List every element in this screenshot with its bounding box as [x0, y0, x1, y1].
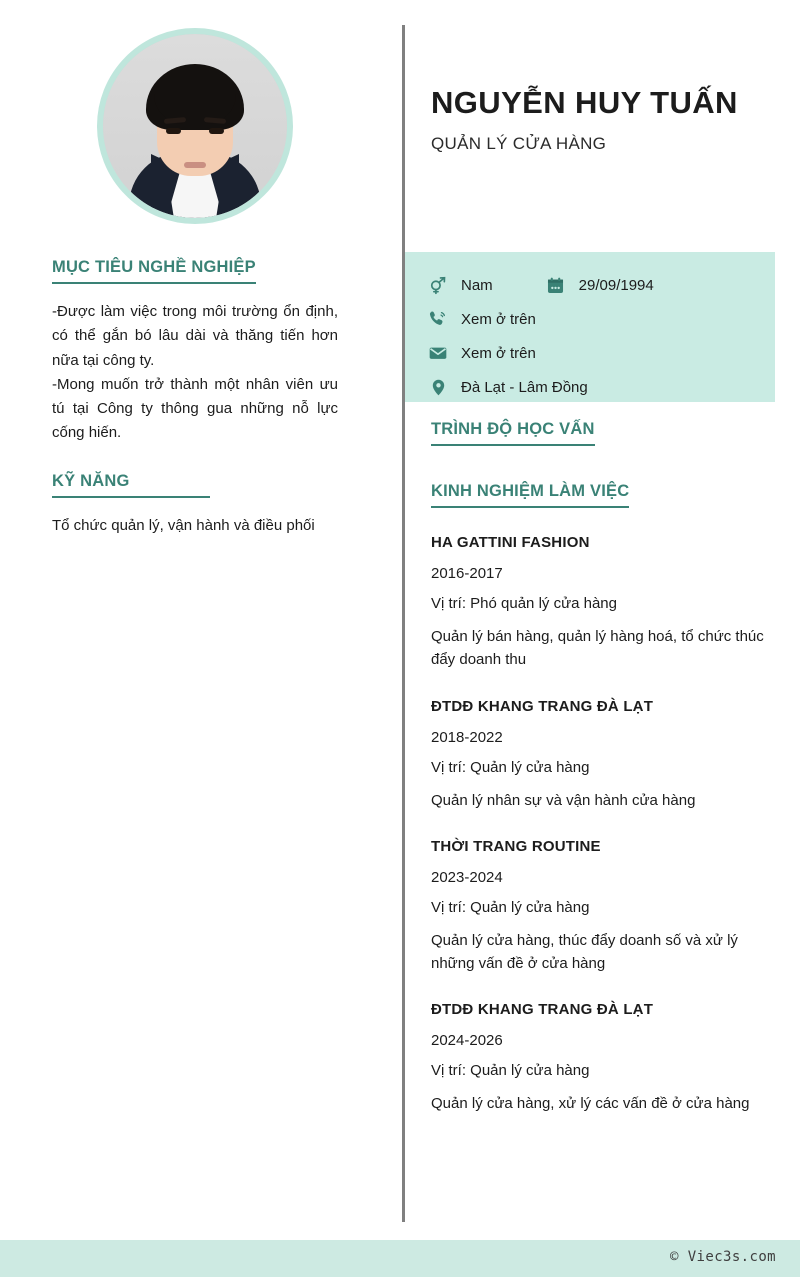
job-position: Vị trí: Quản lý cửa hàng	[431, 1062, 590, 1080]
contact-info-block	[405, 252, 775, 402]
job-company: ĐTDĐ KHANG TRANG ĐÀ LẠT	[431, 697, 654, 715]
right-column	[405, 0, 800, 1113]
photo-hair-shape	[146, 64, 244, 130]
contact-location-value: Đà Lạt - Lâm Đồng	[461, 378, 588, 396]
education-heading: TRÌNH ĐỘ HỌC VẤN	[431, 420, 595, 446]
job-company: HA GATTINI FASHION	[431, 534, 590, 551]
job-description: Quản lý cửa hàng, xử lý các vấn đề ở cửa hàng	[431, 1095, 750, 1113]
experience-item	[431, 1001, 771, 1115]
objective-heading: MỤC TIÊU NGHỀ NGHIỆP	[52, 258, 256, 284]
job-position: Vị trí: Quản lý cửa hàng	[431, 758, 590, 776]
profile-photo-image	[103, 34, 287, 218]
education-section	[431, 420, 771, 446]
job-description: Quản lý nhân sự và vận hành cửa hàng	[431, 791, 696, 809]
name-block	[405, 0, 800, 154]
contact-email-value: Xem ở trên	[461, 344, 536, 362]
contact-email	[427, 342, 536, 364]
experience-heading: KINH NGHIỆM LÀM VIỆC	[431, 482, 629, 508]
column-divider	[402, 25, 405, 1222]
calendar-icon	[545, 274, 567, 296]
contact-row-location	[427, 370, 775, 404]
objective-line-2: -Mong muốn trở thành một nhân viên ưu tú tại Công ty thông gua những nỗ lực cống hiến.	[52, 375, 338, 442]
experience-item	[431, 534, 771, 672]
contact-phone	[427, 308, 536, 330]
left-column	[0, 0, 390, 538]
photo-eye-left	[166, 128, 181, 134]
photo-eye-right	[209, 128, 224, 134]
skills-heading: KỸ NĂNG	[52, 472, 210, 498]
spacer	[431, 446, 771, 482]
job-years: 2024-2026	[431, 1032, 503, 1050]
contact-row-phone	[427, 302, 775, 336]
job-description: Quản lý cửa hàng, thúc đẩy doanh số và xử lý những vấn đề ở cửa hàng	[431, 931, 738, 972]
objective-text	[52, 300, 338, 446]
contact-row-gender-dob	[427, 268, 775, 302]
contact-location	[427, 376, 588, 398]
job-company: THỜI TRANG ROUTINE	[431, 837, 601, 855]
experience-item	[431, 698, 771, 812]
left-column-body	[0, 258, 390, 538]
job-title-subtitle: QUẢN LÝ CỬA HÀNG	[431, 134, 607, 154]
contact-row-email	[427, 336, 775, 370]
footer-copyright: © Viec3s.com	[670, 1249, 776, 1265]
contact-gender	[427, 274, 493, 296]
spacer	[52, 446, 338, 472]
skills-section	[52, 472, 338, 538]
job-description: Quản lý bán hàng, quản lý hàng hoá, tổ chức thúc đẩy doanh thu	[431, 628, 764, 669]
envelope-icon	[427, 342, 449, 364]
contact-dob-value: 29/09/1994	[578, 276, 654, 294]
job-years: 2023-2024	[431, 868, 503, 886]
objective-section	[52, 258, 338, 446]
footer-band	[0, 1240, 800, 1277]
job-company: ĐTDĐ KHANG TRANG ĐÀ LẠT	[431, 1001, 654, 1019]
location-pin-icon	[427, 376, 449, 398]
experience-item	[431, 838, 771, 976]
right-column-body	[431, 420, 771, 1116]
profile-photo	[97, 28, 293, 224]
experience-section	[431, 482, 771, 1116]
photo-mouth	[184, 162, 206, 168]
page-title: NGUYỄN HUY TUẤN	[431, 85, 738, 120]
job-position: Vị trí: Quản lý cửa hàng	[431, 898, 590, 916]
job-years: 2016-2017	[431, 565, 503, 582]
phone-icon	[427, 308, 449, 330]
gender-icon	[427, 274, 449, 296]
objective-line-1: -Được làm việc trong môi trường ổn định, có thể gắn bó lâu dài và thăng tiến hơn nữa tại công ty.	[52, 303, 338, 369]
skills-text: Tổ chức quản lý, vận hành và điều phối	[52, 516, 315, 534]
contact-phone-value: Xem ở trên	[461, 310, 536, 328]
job-years: 2018-2022	[431, 728, 503, 746]
job-position: Vị trí: Phó quản lý cửa hàng	[431, 595, 617, 612]
contact-dob	[545, 274, 654, 296]
contact-gender-value: Nam	[461, 276, 493, 294]
